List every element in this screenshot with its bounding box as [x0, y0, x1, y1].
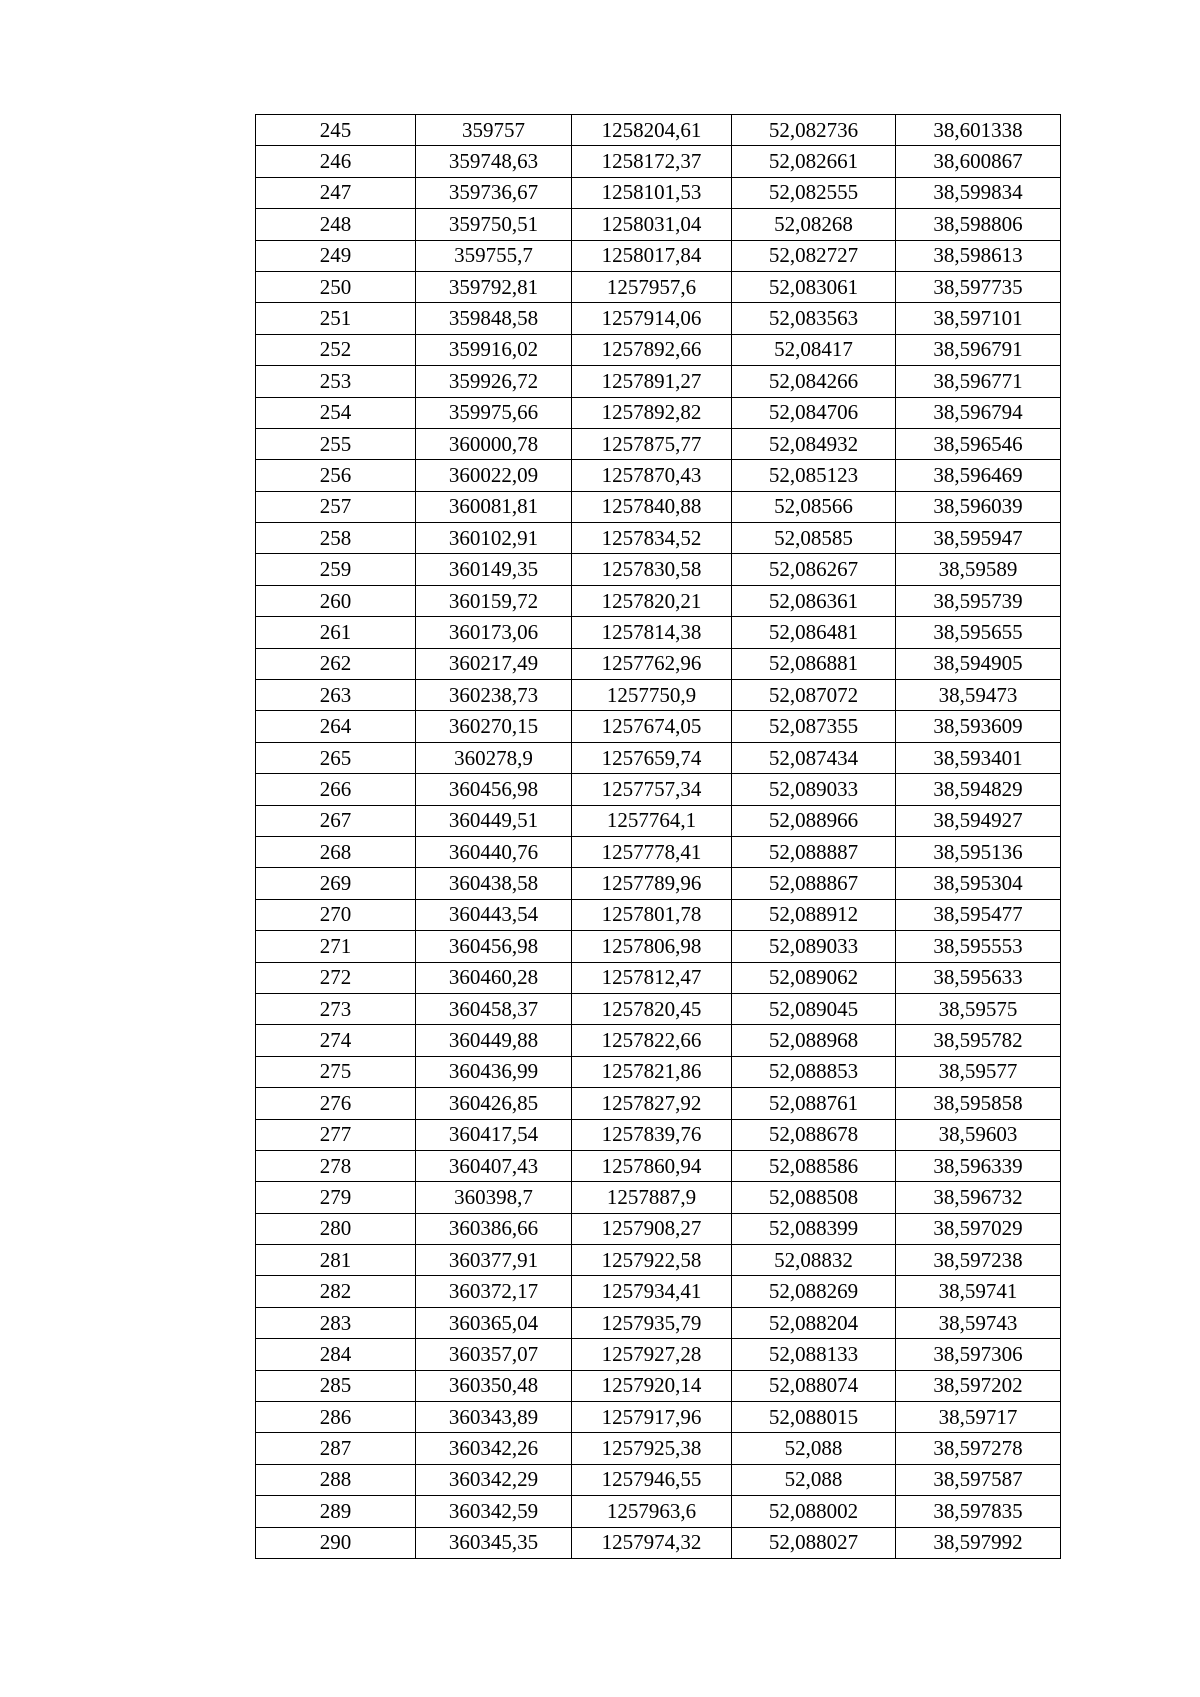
- table-row: [256, 523, 1061, 554]
- point-number-cell: 247: [256, 177, 416, 208]
- latitude-cell: 52,08417: [732, 334, 896, 365]
- point-number-cell: 251: [256, 303, 416, 334]
- table-row: [256, 1496, 1061, 1527]
- latitude-cell: 52,08832: [732, 1245, 896, 1276]
- latitude-cell: 52,088966: [732, 805, 896, 836]
- latitude-cell: 52,088968: [732, 1025, 896, 1056]
- point-number-cell: 245: [256, 115, 416, 146]
- x-coordinate-cell: 360456,98: [416, 931, 572, 962]
- latitude-cell: 52,086481: [732, 617, 896, 648]
- y-coordinate-cell: 1257875,77: [572, 428, 732, 459]
- latitude-cell: 52,088853: [732, 1056, 896, 1087]
- point-number-cell: 252: [256, 334, 416, 365]
- latitude-cell: 52,08585: [732, 523, 896, 554]
- y-coordinate-cell: 1258031,04: [572, 209, 732, 240]
- latitude-cell: 52,088002: [732, 1496, 896, 1527]
- table-row: [256, 1307, 1061, 1338]
- point-number-cell: 259: [256, 554, 416, 585]
- table-row: [256, 397, 1061, 428]
- x-coordinate-cell: 360449,51: [416, 805, 572, 836]
- table-row: [256, 1088, 1061, 1119]
- longitude-cell: 38,601338: [896, 115, 1061, 146]
- table-row: [256, 240, 1061, 271]
- x-coordinate-cell: 360342,26: [416, 1433, 572, 1464]
- latitude-cell: 52,086267: [732, 554, 896, 585]
- latitude-cell: 52,089033: [732, 931, 896, 962]
- table-row: [256, 931, 1061, 962]
- point-number-cell: 250: [256, 271, 416, 302]
- x-coordinate-cell: 360377,91: [416, 1245, 572, 1276]
- x-coordinate-cell: 359848,58: [416, 303, 572, 334]
- table-row: [256, 428, 1061, 459]
- latitude-cell: 52,084266: [732, 366, 896, 397]
- y-coordinate-cell: 1257860,94: [572, 1150, 732, 1181]
- point-number-cell: 257: [256, 491, 416, 522]
- longitude-cell: 38,597306: [896, 1339, 1061, 1370]
- latitude-cell: 52,086361: [732, 585, 896, 616]
- x-coordinate-cell: 360438,58: [416, 868, 572, 899]
- latitude-cell: 52,088678: [732, 1119, 896, 1150]
- table-row: [256, 1119, 1061, 1150]
- longitude-cell: 38,595947: [896, 523, 1061, 554]
- longitude-cell: 38,597278: [896, 1433, 1061, 1464]
- y-coordinate-cell: 1257762,96: [572, 648, 732, 679]
- point-number-cell: 279: [256, 1182, 416, 1213]
- longitude-cell: 38,596339: [896, 1150, 1061, 1181]
- longitude-cell: 38,596794: [896, 397, 1061, 428]
- table-row: [256, 554, 1061, 585]
- latitude-cell: 52,088074: [732, 1370, 896, 1401]
- y-coordinate-cell: 1257922,58: [572, 1245, 732, 1276]
- y-coordinate-cell: 1257827,92: [572, 1088, 732, 1119]
- y-coordinate-cell: 1257789,96: [572, 868, 732, 899]
- x-coordinate-cell: 360081,81: [416, 491, 572, 522]
- x-coordinate-cell: 360460,28: [416, 962, 572, 993]
- point-number-cell: 281: [256, 1245, 416, 1276]
- longitude-cell: 38,59589: [896, 554, 1061, 585]
- table-row: [256, 303, 1061, 334]
- y-coordinate-cell: 1257840,88: [572, 491, 732, 522]
- y-coordinate-cell: 1257892,66: [572, 334, 732, 365]
- table-row: [256, 1276, 1061, 1307]
- longitude-cell: 38,595136: [896, 836, 1061, 867]
- longitude-cell: 38,598806: [896, 209, 1061, 240]
- y-coordinate-cell: 1257674,05: [572, 711, 732, 742]
- y-coordinate-cell: 1257801,78: [572, 899, 732, 930]
- y-coordinate-cell: 1257891,27: [572, 366, 732, 397]
- table-row: [256, 1402, 1061, 1433]
- longitude-cell: 38,595553: [896, 931, 1061, 962]
- x-coordinate-cell: 360238,73: [416, 680, 572, 711]
- latitude-cell: 52,08268: [732, 209, 896, 240]
- table-row: [256, 366, 1061, 397]
- x-coordinate-cell: 360217,49: [416, 648, 572, 679]
- longitude-cell: 38,597101: [896, 303, 1061, 334]
- x-coordinate-cell: 360342,59: [416, 1496, 572, 1527]
- point-number-cell: 269: [256, 868, 416, 899]
- longitude-cell: 38,595477: [896, 899, 1061, 930]
- point-number-cell: 289: [256, 1496, 416, 1527]
- longitude-cell: 38,59473: [896, 680, 1061, 711]
- x-coordinate-cell: 360357,07: [416, 1339, 572, 1370]
- longitude-cell: 38,599834: [896, 177, 1061, 208]
- point-number-cell: 246: [256, 146, 416, 177]
- point-number-cell: 263: [256, 680, 416, 711]
- latitude-cell: 52,084932: [732, 428, 896, 459]
- latitude-cell: 52,085123: [732, 460, 896, 491]
- latitude-cell: 52,082661: [732, 146, 896, 177]
- y-coordinate-cell: 1258017,84: [572, 240, 732, 271]
- longitude-cell: 38,596771: [896, 366, 1061, 397]
- y-coordinate-cell: 1257917,96: [572, 1402, 732, 1433]
- point-number-cell: 287: [256, 1433, 416, 1464]
- latitude-cell: 52,088: [732, 1464, 896, 1495]
- point-number-cell: 290: [256, 1527, 416, 1558]
- y-coordinate-cell: 1257908,27: [572, 1213, 732, 1244]
- x-coordinate-cell: 360350,48: [416, 1370, 572, 1401]
- latitude-cell: 52,088912: [732, 899, 896, 930]
- y-coordinate-cell: 1257935,79: [572, 1307, 732, 1338]
- x-coordinate-cell: 360407,43: [416, 1150, 572, 1181]
- point-number-cell: 249: [256, 240, 416, 271]
- point-number-cell: 288: [256, 1464, 416, 1495]
- table-row: [256, 742, 1061, 773]
- x-coordinate-cell: 359757: [416, 115, 572, 146]
- y-coordinate-cell: 1257834,52: [572, 523, 732, 554]
- point-number-cell: 253: [256, 366, 416, 397]
- longitude-cell: 38,597238: [896, 1245, 1061, 1276]
- y-coordinate-cell: 1257821,86: [572, 1056, 732, 1087]
- x-coordinate-cell: 360022,09: [416, 460, 572, 491]
- table-row: [256, 1370, 1061, 1401]
- table-row: [256, 899, 1061, 930]
- y-coordinate-cell: 1257870,43: [572, 460, 732, 491]
- coordinates-table-body: [256, 115, 1061, 1559]
- table-row: [256, 334, 1061, 365]
- latitude-cell: 52,088508: [732, 1182, 896, 1213]
- x-coordinate-cell: 360417,54: [416, 1119, 572, 1150]
- y-coordinate-cell: 1257757,34: [572, 774, 732, 805]
- table-row: [256, 1527, 1061, 1558]
- longitude-cell: 38,596039: [896, 491, 1061, 522]
- y-coordinate-cell: 1257957,6: [572, 271, 732, 302]
- x-coordinate-cell: 359975,66: [416, 397, 572, 428]
- x-coordinate-cell: 360159,72: [416, 585, 572, 616]
- latitude-cell: 52,088269: [732, 1276, 896, 1307]
- point-number-cell: 282: [256, 1276, 416, 1307]
- latitude-cell: 52,08566: [732, 491, 896, 522]
- table-row: [256, 1245, 1061, 1276]
- y-coordinate-cell: 1258204,61: [572, 115, 732, 146]
- x-coordinate-cell: 359926,72: [416, 366, 572, 397]
- longitude-cell: 38,595782: [896, 1025, 1061, 1056]
- y-coordinate-cell: 1257659,74: [572, 742, 732, 773]
- latitude-cell: 52,087072: [732, 680, 896, 711]
- longitude-cell: 38,593401: [896, 742, 1061, 773]
- point-number-cell: 255: [256, 428, 416, 459]
- longitude-cell: 38,595858: [896, 1088, 1061, 1119]
- latitude-cell: 52,088027: [732, 1527, 896, 1558]
- point-number-cell: 285: [256, 1370, 416, 1401]
- x-coordinate-cell: 360365,04: [416, 1307, 572, 1338]
- longitude-cell: 38,596791: [896, 334, 1061, 365]
- latitude-cell: 52,088586: [732, 1150, 896, 1181]
- longitude-cell: 38,597202: [896, 1370, 1061, 1401]
- table-row: [256, 1213, 1061, 1244]
- table-row: [256, 146, 1061, 177]
- longitude-cell: 38,59743: [896, 1307, 1061, 1338]
- table-row: [256, 271, 1061, 302]
- point-number-cell: 271: [256, 931, 416, 962]
- table-row: [256, 1025, 1061, 1056]
- y-coordinate-cell: 1257887,9: [572, 1182, 732, 1213]
- latitude-cell: 52,088867: [732, 868, 896, 899]
- point-number-cell: 284: [256, 1339, 416, 1370]
- longitude-cell: 38,598613: [896, 240, 1061, 271]
- x-coordinate-cell: 360386,66: [416, 1213, 572, 1244]
- table-row: [256, 491, 1061, 522]
- y-coordinate-cell: 1257934,41: [572, 1276, 732, 1307]
- longitude-cell: 38,597029: [896, 1213, 1061, 1244]
- x-coordinate-cell: 359748,63: [416, 146, 572, 177]
- table-row: [256, 1339, 1061, 1370]
- point-number-cell: 261: [256, 617, 416, 648]
- y-coordinate-cell: 1257820,45: [572, 993, 732, 1024]
- longitude-cell: 38,600867: [896, 146, 1061, 177]
- point-number-cell: 274: [256, 1025, 416, 1056]
- x-coordinate-cell: 360278,9: [416, 742, 572, 773]
- table-row: [256, 805, 1061, 836]
- y-coordinate-cell: 1257963,6: [572, 1496, 732, 1527]
- latitude-cell: 52,089033: [732, 774, 896, 805]
- y-coordinate-cell: 1257812,47: [572, 962, 732, 993]
- table-row: [256, 1056, 1061, 1087]
- latitude-cell: 52,082555: [732, 177, 896, 208]
- longitude-cell: 38,595633: [896, 962, 1061, 993]
- table-row: [256, 209, 1061, 240]
- x-coordinate-cell: 359916,02: [416, 334, 572, 365]
- y-coordinate-cell: 1257806,98: [572, 931, 732, 962]
- point-number-cell: 268: [256, 836, 416, 867]
- table-row: [256, 115, 1061, 146]
- y-coordinate-cell: 1257820,21: [572, 585, 732, 616]
- x-coordinate-cell: 360426,85: [416, 1088, 572, 1119]
- x-coordinate-cell: 360343,89: [416, 1402, 572, 1433]
- point-number-cell: 248: [256, 209, 416, 240]
- longitude-cell: 38,59577: [896, 1056, 1061, 1087]
- x-coordinate-cell: 360436,99: [416, 1056, 572, 1087]
- coordinates-table: [255, 114, 1061, 1559]
- x-coordinate-cell: 360102,91: [416, 523, 572, 554]
- latitude-cell: 52,089062: [732, 962, 896, 993]
- x-coordinate-cell: 360000,78: [416, 428, 572, 459]
- longitude-cell: 38,59603: [896, 1119, 1061, 1150]
- y-coordinate-cell: 1257925,38: [572, 1433, 732, 1464]
- x-coordinate-cell: 360270,15: [416, 711, 572, 742]
- point-number-cell: 272: [256, 962, 416, 993]
- latitude-cell: 52,082727: [732, 240, 896, 271]
- x-coordinate-cell: 360458,37: [416, 993, 572, 1024]
- latitude-cell: 52,087355: [732, 711, 896, 742]
- longitude-cell: 38,59741: [896, 1276, 1061, 1307]
- x-coordinate-cell: 359736,67: [416, 177, 572, 208]
- latitude-cell: 52,088887: [732, 836, 896, 867]
- point-number-cell: 277: [256, 1119, 416, 1150]
- table-row: [256, 1433, 1061, 1464]
- table-row: [256, 962, 1061, 993]
- table-row: [256, 836, 1061, 867]
- table-row: [256, 711, 1061, 742]
- y-coordinate-cell: 1257946,55: [572, 1464, 732, 1495]
- latitude-cell: 52,089045: [732, 993, 896, 1024]
- x-coordinate-cell: 360372,17: [416, 1276, 572, 1307]
- longitude-cell: 38,597835: [896, 1496, 1061, 1527]
- longitude-cell: 38,59575: [896, 993, 1061, 1024]
- table-row: [256, 1182, 1061, 1213]
- x-coordinate-cell: 360440,76: [416, 836, 572, 867]
- latitude-cell: 52,083061: [732, 271, 896, 302]
- longitude-cell: 38,595304: [896, 868, 1061, 899]
- longitude-cell: 38,597587: [896, 1464, 1061, 1495]
- point-number-cell: 260: [256, 585, 416, 616]
- x-coordinate-cell: 359750,51: [416, 209, 572, 240]
- longitude-cell: 38,596546: [896, 428, 1061, 459]
- point-number-cell: 262: [256, 648, 416, 679]
- point-number-cell: 270: [256, 899, 416, 930]
- point-number-cell: 283: [256, 1307, 416, 1338]
- y-coordinate-cell: 1257814,38: [572, 617, 732, 648]
- table-row: [256, 585, 1061, 616]
- point-number-cell: 256: [256, 460, 416, 491]
- table-row: [256, 1150, 1061, 1181]
- point-number-cell: 258: [256, 523, 416, 554]
- table-row: [256, 1464, 1061, 1495]
- latitude-cell: 52,084706: [732, 397, 896, 428]
- table-row: [256, 868, 1061, 899]
- x-coordinate-cell: 359792,81: [416, 271, 572, 302]
- point-number-cell: 254: [256, 397, 416, 428]
- latitude-cell: 52,087434: [732, 742, 896, 773]
- x-coordinate-cell: 360173,06: [416, 617, 572, 648]
- table-row: [256, 774, 1061, 805]
- table-row: [256, 617, 1061, 648]
- longitude-cell: 38,594829: [896, 774, 1061, 805]
- table-row: [256, 177, 1061, 208]
- longitude-cell: 38,596732: [896, 1182, 1061, 1213]
- y-coordinate-cell: 1258172,37: [572, 146, 732, 177]
- point-number-cell: 265: [256, 742, 416, 773]
- latitude-cell: 52,088761: [732, 1088, 896, 1119]
- y-coordinate-cell: 1258101,53: [572, 177, 732, 208]
- y-coordinate-cell: 1257920,14: [572, 1370, 732, 1401]
- latitude-cell: 52,083563: [732, 303, 896, 334]
- y-coordinate-cell: 1257764,1: [572, 805, 732, 836]
- longitude-cell: 38,596469: [896, 460, 1061, 491]
- point-number-cell: 286: [256, 1402, 416, 1433]
- latitude-cell: 52,088399: [732, 1213, 896, 1244]
- longitude-cell: 38,597735: [896, 271, 1061, 302]
- latitude-cell: 52,088015: [732, 1402, 896, 1433]
- y-coordinate-cell: 1257830,58: [572, 554, 732, 585]
- table-row: [256, 460, 1061, 491]
- point-number-cell: 267: [256, 805, 416, 836]
- point-number-cell: 266: [256, 774, 416, 805]
- y-coordinate-cell: 1257974,32: [572, 1527, 732, 1558]
- point-number-cell: 275: [256, 1056, 416, 1087]
- longitude-cell: 38,595739: [896, 585, 1061, 616]
- latitude-cell: 52,088133: [732, 1339, 896, 1370]
- x-coordinate-cell: 360149,35: [416, 554, 572, 585]
- latitude-cell: 52,082736: [732, 115, 896, 146]
- longitude-cell: 38,594927: [896, 805, 1061, 836]
- point-number-cell: 273: [256, 993, 416, 1024]
- x-coordinate-cell: 360456,98: [416, 774, 572, 805]
- x-coordinate-cell: 360398,7: [416, 1182, 572, 1213]
- y-coordinate-cell: 1257927,28: [572, 1339, 732, 1370]
- point-number-cell: 278: [256, 1150, 416, 1181]
- y-coordinate-cell: 1257839,76: [572, 1119, 732, 1150]
- y-coordinate-cell: 1257914,06: [572, 303, 732, 334]
- longitude-cell: 38,594905: [896, 648, 1061, 679]
- latitude-cell: 52,086881: [732, 648, 896, 679]
- x-coordinate-cell: 360449,88: [416, 1025, 572, 1056]
- longitude-cell: 38,597992: [896, 1527, 1061, 1558]
- x-coordinate-cell: 360345,35: [416, 1527, 572, 1558]
- point-number-cell: 276: [256, 1088, 416, 1119]
- point-number-cell: 264: [256, 711, 416, 742]
- y-coordinate-cell: 1257892,82: [572, 397, 732, 428]
- point-number-cell: 280: [256, 1213, 416, 1244]
- y-coordinate-cell: 1257822,66: [572, 1025, 732, 1056]
- x-coordinate-cell: 359755,7: [416, 240, 572, 271]
- longitude-cell: 38,59717: [896, 1402, 1061, 1433]
- x-coordinate-cell: 360342,29: [416, 1464, 572, 1495]
- y-coordinate-cell: 1257750,9: [572, 680, 732, 711]
- latitude-cell: 52,088204: [732, 1307, 896, 1338]
- table-row: [256, 648, 1061, 679]
- latitude-cell: 52,088: [732, 1433, 896, 1464]
- table-row: [256, 993, 1061, 1024]
- longitude-cell: 38,593609: [896, 711, 1061, 742]
- y-coordinate-cell: 1257778,41: [572, 836, 732, 867]
- x-coordinate-cell: 360443,54: [416, 899, 572, 930]
- longitude-cell: 38,595655: [896, 617, 1061, 648]
- table-row: [256, 680, 1061, 711]
